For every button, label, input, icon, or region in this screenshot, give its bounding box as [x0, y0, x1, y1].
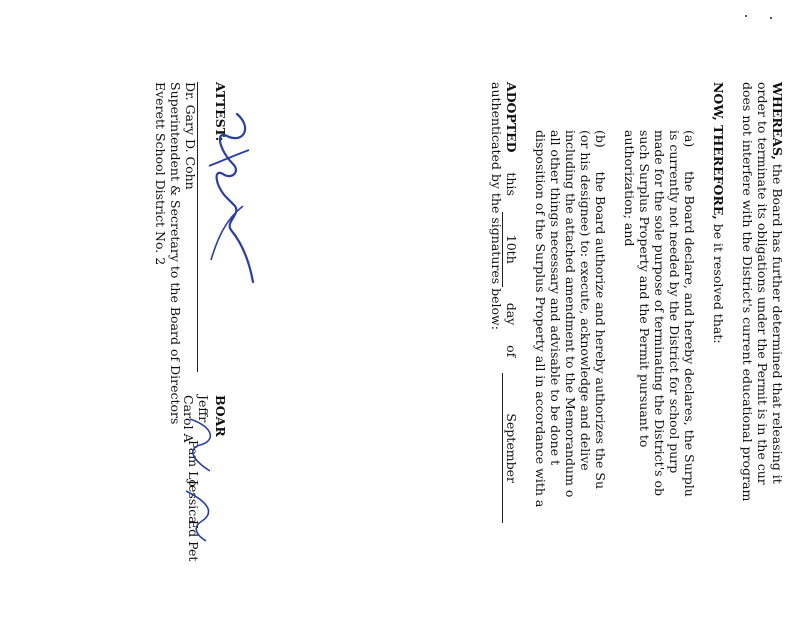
clause-b-line-3: including the attached amendment to the Memorandum o	[563, 130, 578, 498]
clause-a-line-2: is currently not needed by the District for school purp	[667, 130, 682, 474]
board-heading: BOAR	[213, 395, 228, 437]
clause-a-line-5: authorization; and	[622, 130, 637, 247]
clause-b-line-1: (b) the Board authorize and hereby authorizes the Su	[593, 130, 608, 490]
whereas-line-1: WHEREAS, the Board has further determined that releasing it	[770, 82, 785, 484]
board-signature-2	[180, 485, 220, 545]
attest-district: Everett School District No. 2	[153, 82, 168, 266]
clause-b-line-4: all other things necessary and advisable to be done t	[548, 130, 563, 466]
attest-label: ATTEST:	[213, 82, 228, 142]
adopted-line-2: authenticated by the signatures below:	[489, 82, 504, 330]
adopted-day: 10th	[502, 212, 518, 287]
clause-a-line-1: (a) the Board declare, and hereby declares, the Surplu	[682, 130, 697, 497]
now-therefore: NOW, THEREFORE, be it resolved that:	[711, 82, 726, 344]
clause-a-line-3: made for the sole purpose of terminating the District's ob	[652, 130, 667, 497]
board-member-1: Jeffr	[196, 395, 211, 423]
clause-b-line-2: (or his designee) to: execute, acknowledge and delive	[578, 130, 593, 471]
board-signature-1	[180, 415, 220, 475]
clause-b-line-5: disposition of the Surplus Property all in accordance with a	[533, 130, 548, 508]
board-member-3: Pam Lo	[186, 440, 201, 487]
clause-a-line-4: such Surplus Property and the Permit pursuant to	[637, 130, 652, 448]
adopted-line-1: ADOPTED this 10th day of September	[502, 82, 518, 523]
adopted-month: September	[502, 373, 518, 523]
adopted-label: ADOPTED	[504, 82, 519, 153]
board-member-4: Jessica	[186, 480, 201, 524]
whereas-line-3: does not interfere with the District's current educational program	[740, 82, 755, 502]
whereas-line-2: order to terminate its obligations under the Permit is in the cur	[755, 82, 770, 485]
board-member-2: Carol A	[181, 395, 196, 443]
attest-title: Superintendent & Secretary to the Board of Directors	[168, 82, 183, 425]
attest-name: Dr. Gary D. Cohn	[183, 82, 198, 190]
board-member-5: Ed Pet	[186, 520, 201, 562]
attest-signature	[205, 110, 255, 310]
